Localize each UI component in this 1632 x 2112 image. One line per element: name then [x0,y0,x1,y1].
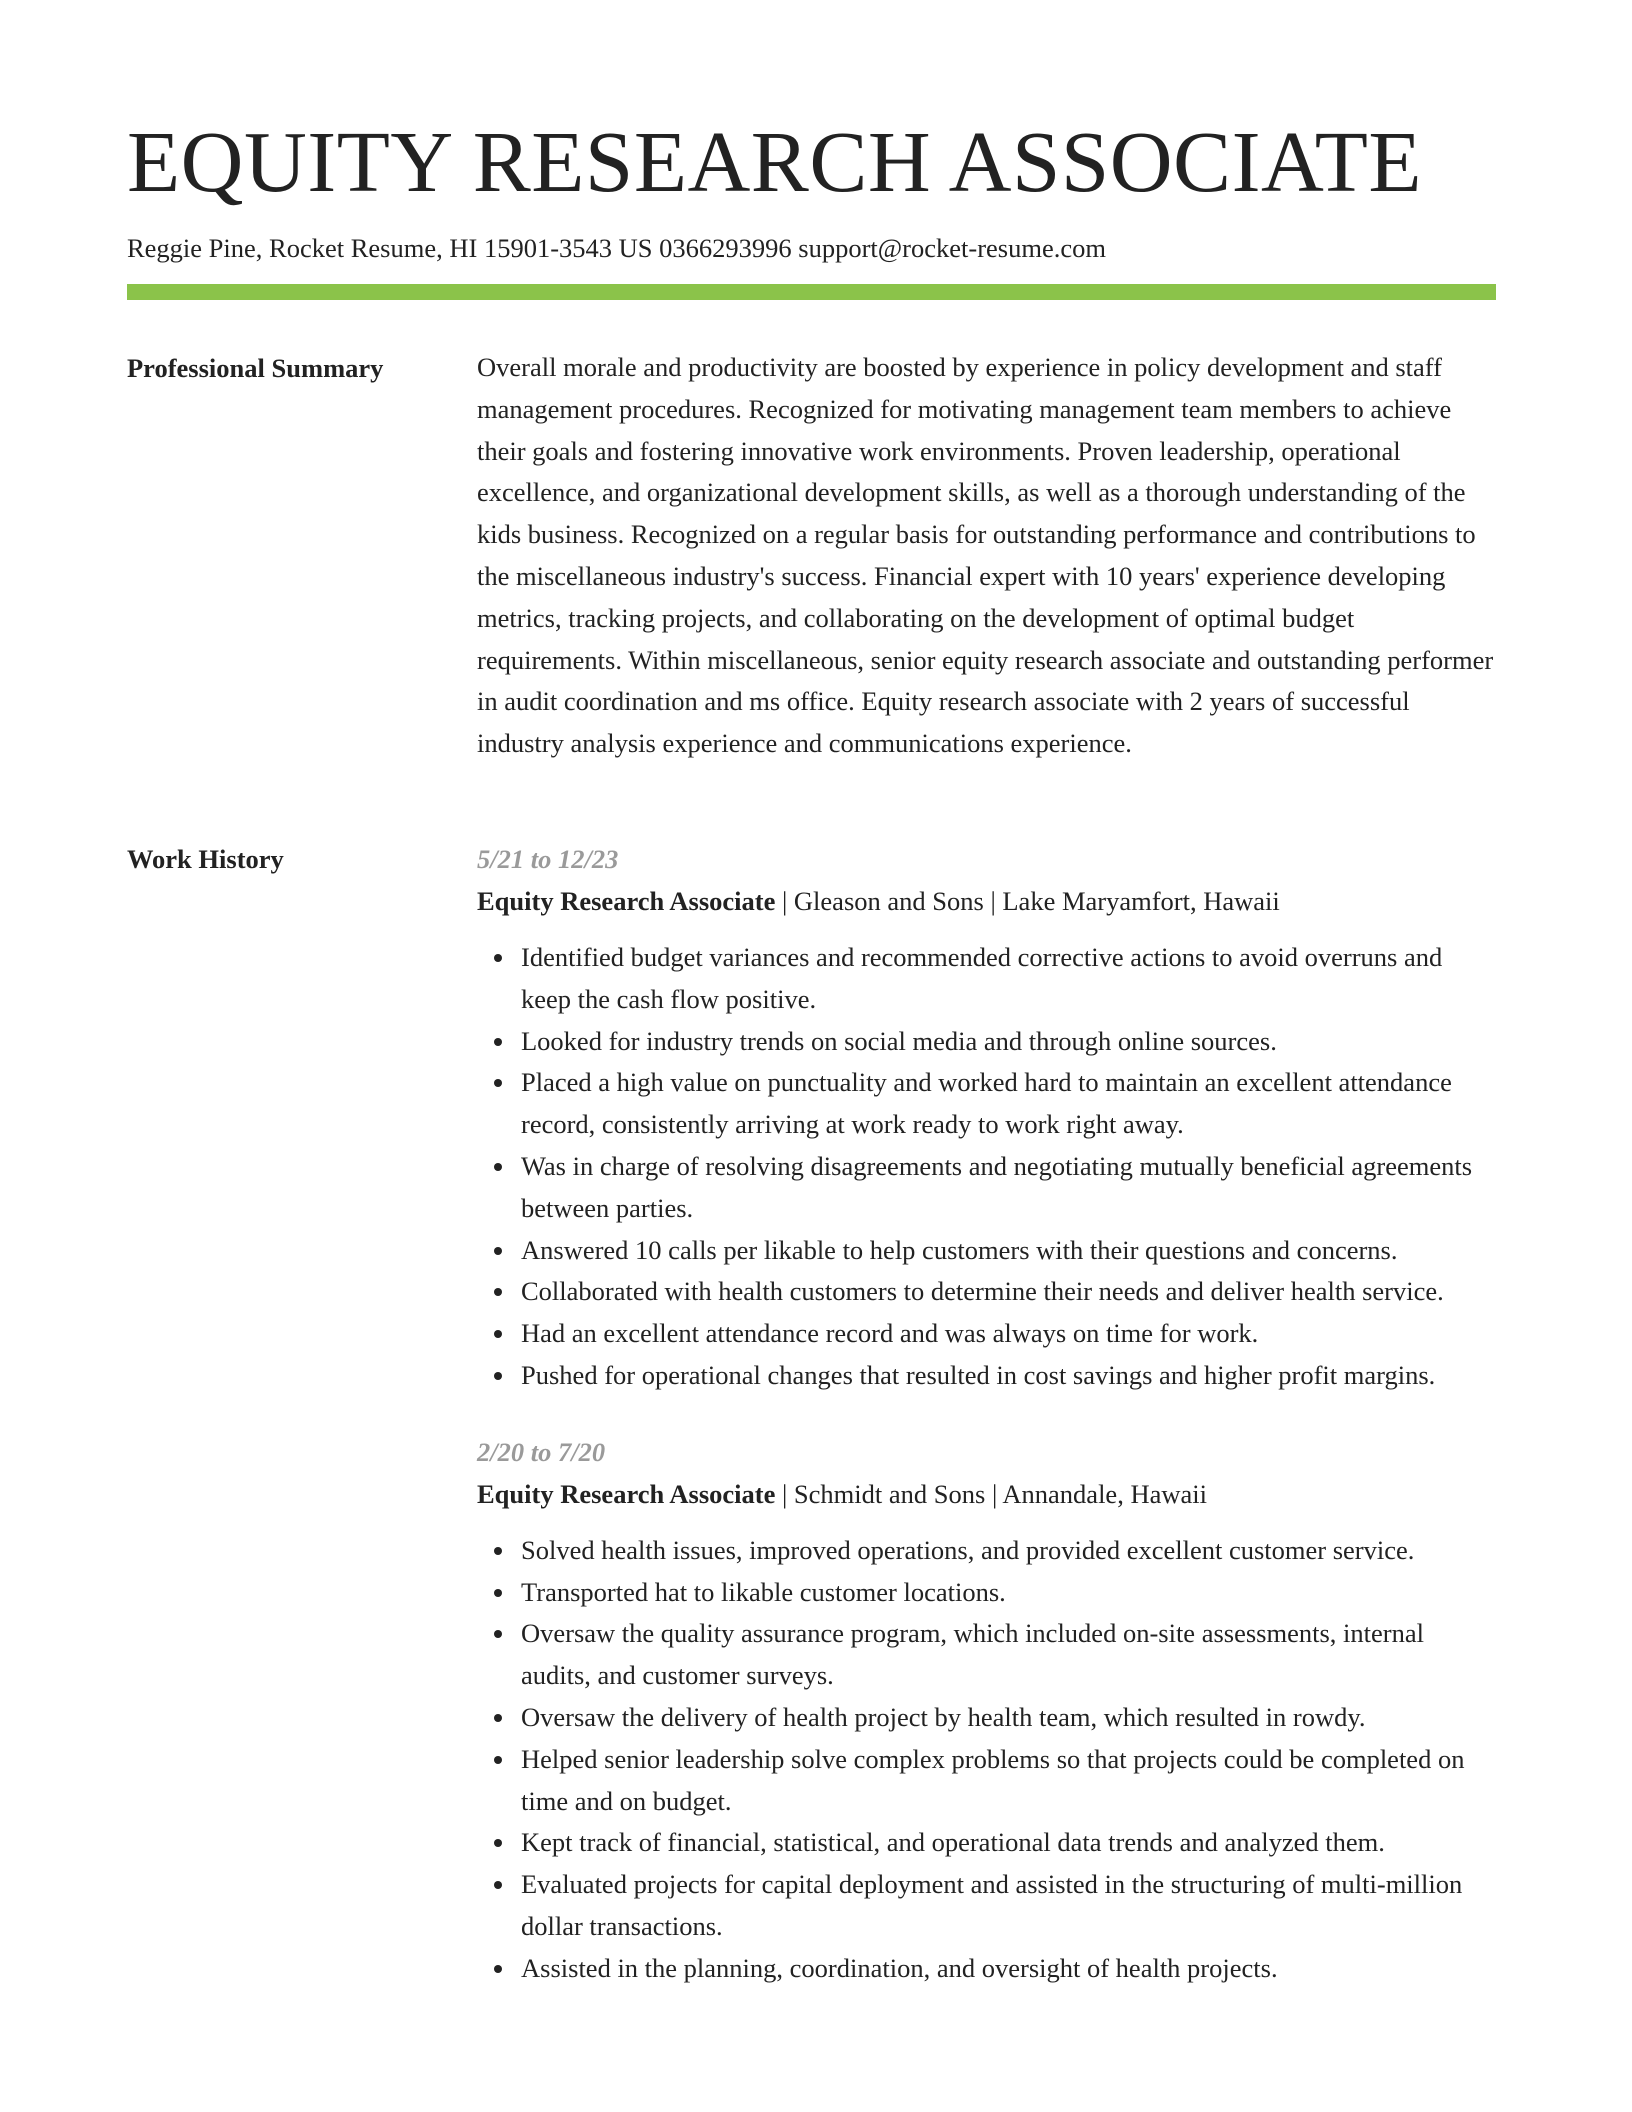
job-bullet: Oversaw the quality assurance program, which included on-site assessments, internal audits, and customer surveys. [521,1613,1496,1697]
resume-title: EQUITY RESEARCH ASSOCIATE [127,113,1423,210]
job-bullet: Evaluated projects for capital deployment and assisted in the structuring of multi-million dollar transactions. [521,1864,1496,1948]
job-bullet: Placed a high value on punctuality and worked hard to maintain an excellent attendance record, consistently arriving at work ready to work right away. [521,1062,1496,1146]
job-bullet: Was in charge of resolving disagreements and negotiating mutually beneficial agreements between parties. [521,1146,1496,1230]
contact-line: Reggie Pine, Rocket Resume, HI 15901-3543 US 0366293996 support@rocket-resume.com [127,233,1106,263]
job-title: Equity Research Associate [477,886,776,916]
job-bullet: Assisted in the planning, coordination, and oversight of health projects. [521,1948,1496,1990]
job-bullet: Solved health issues, improved operations, and provided excellent customer service. [521,1530,1496,1572]
job-bullet: Identified budget variances and recommended corrective actions to avoid overruns and keep the cash flow positive. [521,937,1496,1021]
job-title: Equity Research Associate [477,1478,776,1509]
job-bullets [477,937,1496,1397]
job-bullets [477,1530,1496,1990]
job-entry [477,838,1496,1397]
job-dates: 5/21 to 12/23 [477,844,619,874]
job-details: | Schmidt and Sons | Annandale, Hawaii [775,1478,1207,1509]
job-bullet: Looked for industry trends on social media and through online sources. [521,1021,1496,1063]
job-bullet: Kept track of financial, statistical, and operational data trends and analyzed them. [521,1822,1496,1864]
job-bullet: Pushed for operational changes that resulted in cost savings and higher profit margins. [521,1355,1496,1397]
summary-text: Overall morale and productivity are boosted by experience in policy development and staff management procedures. Recognized for motivating management team members to achieve their goals and fostering innovative work environments. Proven leadership, operational excellence, and organizational development skills, as well as a thorough understanding of the kids business. Recognized on a regular basis for outstanding performance and contributions to the miscellaneous industry's success. Financial expert with 10 years' experience developing metrics, tracking projects, and collaborating on the development of optimal budget requirements. Within miscellaneous, senior equity research associate and outstanding performer in audit coordination and ms office. Equity research associate with 2 years of successful industry analysis experience and communications experience. [477,352,1494,759]
summary-body [477,347,1496,765]
work-history-body [477,838,1496,2024]
job-bullet: Had an excellent attendance record and was always on time for work. [521,1313,1496,1355]
header-divider [127,284,1496,300]
job-entry [477,1431,1496,1990]
section-label-work-history: Work History [127,844,284,874]
job-bullet: Transported hat to likable customer locations. [521,1572,1496,1614]
job-details: | Gleason and Sons | Lake Maryamfort, Hawaii [775,886,1280,916]
job-bullet: Helped senior leadership solve complex problems so that projects could be completed on time and on budget. [521,1739,1496,1823]
job-bullet: Oversaw the delivery of health project by health team, which resulted in rowdy. [521,1697,1496,1739]
job-dates: 2/20 to 7/20 [477,1436,606,1467]
job-heading [477,880,1496,922]
section-label-summary: Professional Summary [127,353,384,383]
job-bullet: Collaborated with health customers to determine their needs and deliver health service. [521,1271,1496,1313]
job-bullet: Answered 10 calls per likable to help customers with their questions and concerns. [521,1230,1496,1272]
job-heading [477,1473,1496,1515]
